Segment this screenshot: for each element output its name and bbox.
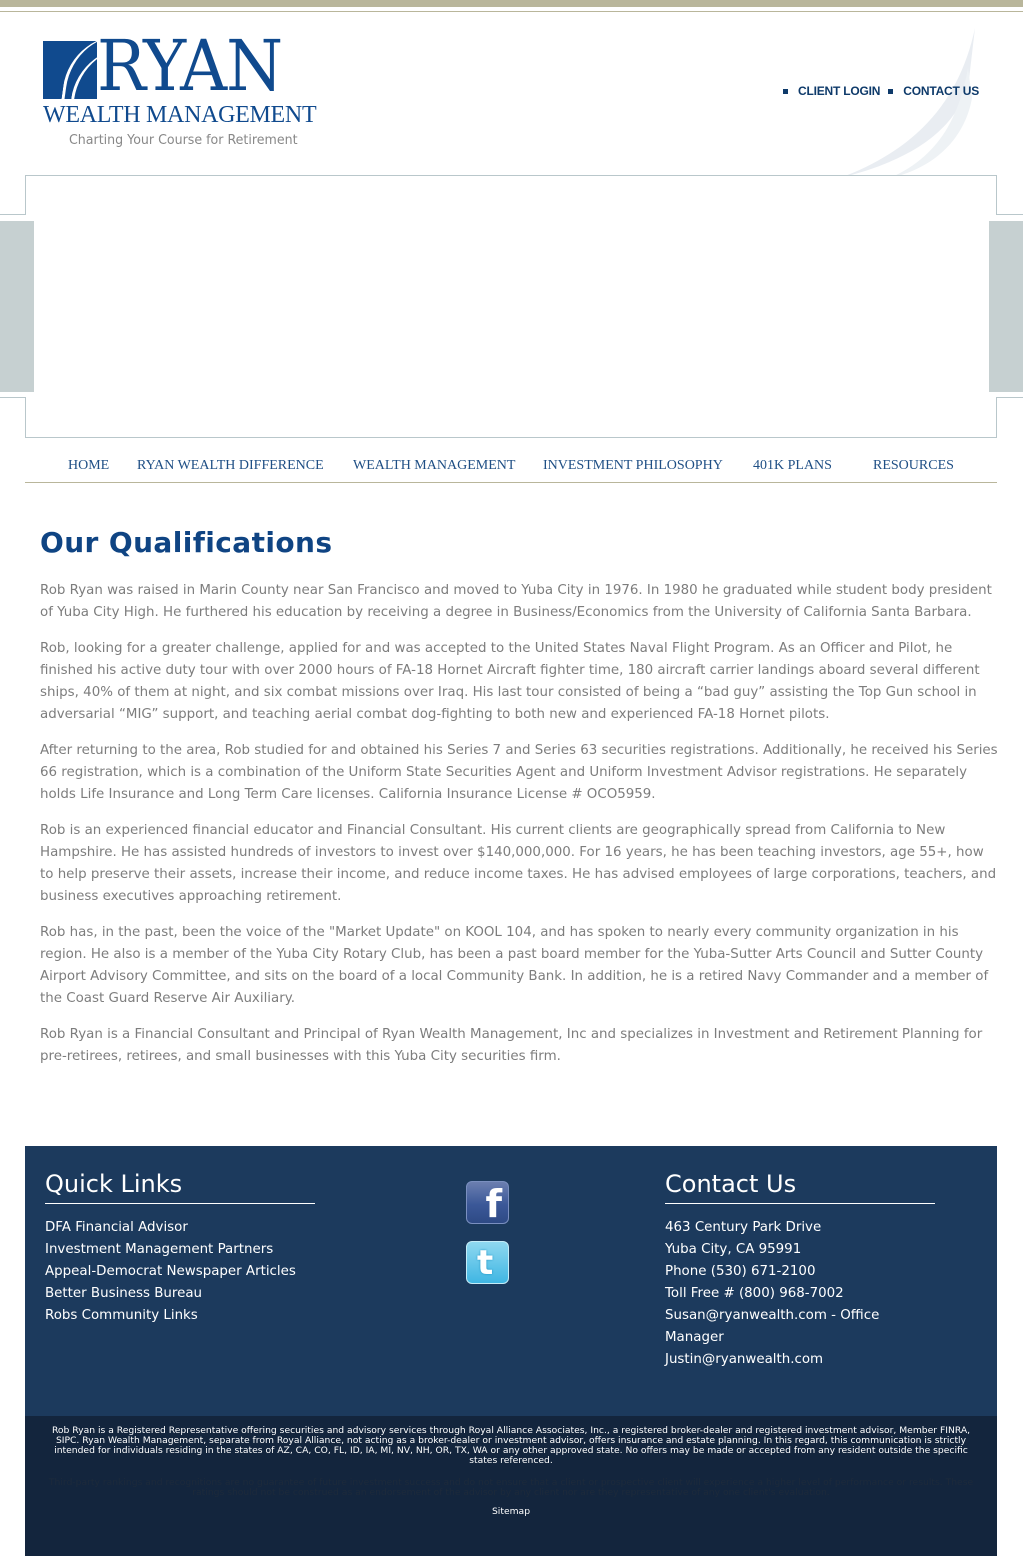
footer (25, 1146, 997, 1416)
nav-resources[interactable]: RESOURCES (873, 458, 954, 473)
list-item (45, 1217, 296, 1239)
disclaimer-text: Rob Ryan is a Registered Representative offering securities and advisory services through Royal Alliance Associates, Inc., a registered broker-dealer and registered investment advisor, Member FINRA, SIPC. Ryan Wealth Management, separate from Royal Alliance, not acting as a broker-dealer or investment advisor, offers insurance and estate planning. In this regard, this communication is strictly intended for individuals residing in the states of AZ, CA, CO, FL, ID, IA, MI, NV, NH, OR, TX, WA or any other approved state. No offers may be made or accepted from any resident outside the specific states referenced. (51, 1425, 971, 1466)
banner-right-panel (989, 221, 1023, 392)
contact-city: Yuba City, CA 95991 (665, 1242, 802, 1257)
banner-frame (25, 175, 997, 438)
content-paragraph: After returning to the area, Rob studied for and obtained his Series 7 and Series 63 securities registrations. Additionally, he received his Series 66 registration, which is a combination of the Uniform State Securities Agent and Uniform Investment Advisor registrations. He separately holds Life Insurance and Long Term Care licenses. California Insurance License # OCO5959. (40, 743, 998, 802)
contact-email-susan-role: Manager (665, 1330, 724, 1345)
nav-wealth-management[interactable]: WEALTH MANAGEMENT (353, 458, 516, 473)
sail-logo-icon (43, 41, 97, 99)
contact-email-susan[interactable]: Susan@ryanwealth.com - Office (665, 1308, 880, 1323)
top-accent-line (0, 11, 1023, 12)
nav-401k-plans[interactable]: 401K PLANS (753, 458, 832, 473)
contact-toll-free: Toll Free # (800) 968-7002 (665, 1286, 844, 1301)
utility-links (783, 84, 987, 98)
main-nav (25, 456, 997, 483)
content-paragraph: Rob, looking for a greater challenge, applied for and was accepted to the United States Naval Flight Program. As an Officer and Pilot, he finished his active duty tour with over 2000 hours of FA-18 Hornet Aircraft fighter time, 180 aircraft carrier landings aboard several different ships, 40% of them at night, and six combat missions over Iraq. His last tour consisted of being a “bad guy” assisting the Top Gun school in adversarial “MIG” support, and teaching aerial combat dog-fighting to both new and experienced FA-18 Hornet pilots. (40, 641, 980, 722)
nav-ryan-wealth-difference[interactable]: RYAN WEALTH DIFFERENCE (137, 458, 324, 473)
rankings-disclaimer-text: Third-party rankings and recognitions are no guarantee of future investment success and do not ensure that a client or prospective client will experience a higher level of performance or results. These ratings should not be construed as an endorsement of the advisor by any client nor are they representative of any one client's evaluation. (48, 1477, 974, 1498)
list-item (45, 1283, 296, 1305)
logo-wordmark: RYAN (97, 25, 283, 107)
content-paragraph: Rob Ryan was raised in Marin County near San Francisco and moved to Yuba City in 1976. In 1980 he graduated while student body president of Yuba City High. He furthered his education by receiving a degree in Business/Economics from the University of California Santa Barbara. (40, 583, 992, 620)
banner-left-panel (0, 221, 34, 392)
quick-link-bbb[interactable]: Better Business Bureau (45, 1286, 203, 1301)
content-paragraph: Rob has, in the past, been the voice of the "Market Update" on KOOL 104, and has spoken to nearly every community organization in his region. He also is a member of the Yuba City Rotary Club, has been a past board member for the Yuba-Sutter Arts Council and Sutter County Airport Advisory Committee, and sits on the board of a local Community Bank. In addition, he is a retired Navy Commander and a member of the Coast Guard Reserve Air Auxiliary. (40, 925, 989, 1006)
quick-link-dfa[interactable]: DFA Financial Advisor (45, 1220, 188, 1235)
contact-email-justin[interactable]: Justin@ryanwealth.com (665, 1352, 824, 1367)
content-paragraph: Rob is an experienced financial educator and Financial Consultant. His current clients are geographically spread from California to New Hampshire. He has assisted hundreds of investors to invest over $140,000,000. For 16 years, he has been teaching investors, age 55+, how to help preserve their assets, increase their income, and reduce income taxes. He has advised employees of large corporations, teachers, and business executives approaching retirement. (40, 823, 997, 904)
legal-footer (25, 1416, 997, 1556)
quick-links-divider (45, 1203, 315, 1204)
frame-notch-line (997, 397, 1023, 398)
logo-tagline: Charting Your Course for Retirement (69, 133, 298, 148)
client-login-link[interactable]: CLIENT LOGIN (798, 84, 881, 98)
quick-link-appeal-democrat[interactable]: Appeal-Democrat Newspaper Articles (45, 1264, 296, 1279)
logo[interactable] (43, 25, 343, 155)
nav-home[interactable]: HOME (68, 458, 110, 473)
sitemap-link[interactable]: Sitemap (491, 1506, 531, 1517)
contact-phone: Phone (530) 671-2100 (665, 1264, 816, 1279)
frame-notch-line (0, 397, 26, 398)
facebook-glyph: f (485, 1182, 502, 1226)
bullet-icon (888, 89, 893, 94)
bullet-icon (783, 89, 788, 94)
page-title: Our Qualifications (40, 526, 333, 559)
twitter-glyph: t (477, 1243, 494, 1283)
frame-notch-line (0, 214, 26, 215)
list-item (45, 1261, 296, 1283)
contact-divider (665, 1203, 935, 1204)
list-item (45, 1305, 296, 1327)
list-item (45, 1239, 296, 1261)
contact-list (665, 1217, 879, 1371)
contact-address: 463 Century Park Drive (665, 1220, 822, 1235)
main-content (40, 580, 1000, 1082)
content-paragraph: Rob Ryan is a Financial Consultant and Principal of Ryan Wealth Management, Inc and specializes in Investment and Retirement Planning for pre-retirees, retirees, and small businesses with this Yuba City securities firm. (40, 1027, 983, 1064)
logo-subtitle: WEALTH MANAGEMENT (43, 102, 317, 128)
nav-investment-philosophy[interactable]: INVESTMENT PHILOSOPHY (543, 458, 723, 473)
quick-links-heading: Quick Links (45, 1170, 183, 1198)
quick-links-list (45, 1217, 296, 1327)
quick-link-imp[interactable]: Investment Management Partners (45, 1242, 274, 1257)
frame-notch-line (997, 214, 1023, 215)
top-accent-bar (0, 0, 1023, 7)
facebook-icon[interactable] (466, 1181, 509, 1224)
contact-us-link[interactable]: CONTACT US (903, 84, 980, 98)
twitter-icon[interactable] (466, 1241, 509, 1284)
contact-heading: Contact Us (665, 1170, 797, 1198)
quick-link-community[interactable]: Robs Community Links (45, 1308, 198, 1323)
decorative-sail-icon (840, 28, 980, 178)
